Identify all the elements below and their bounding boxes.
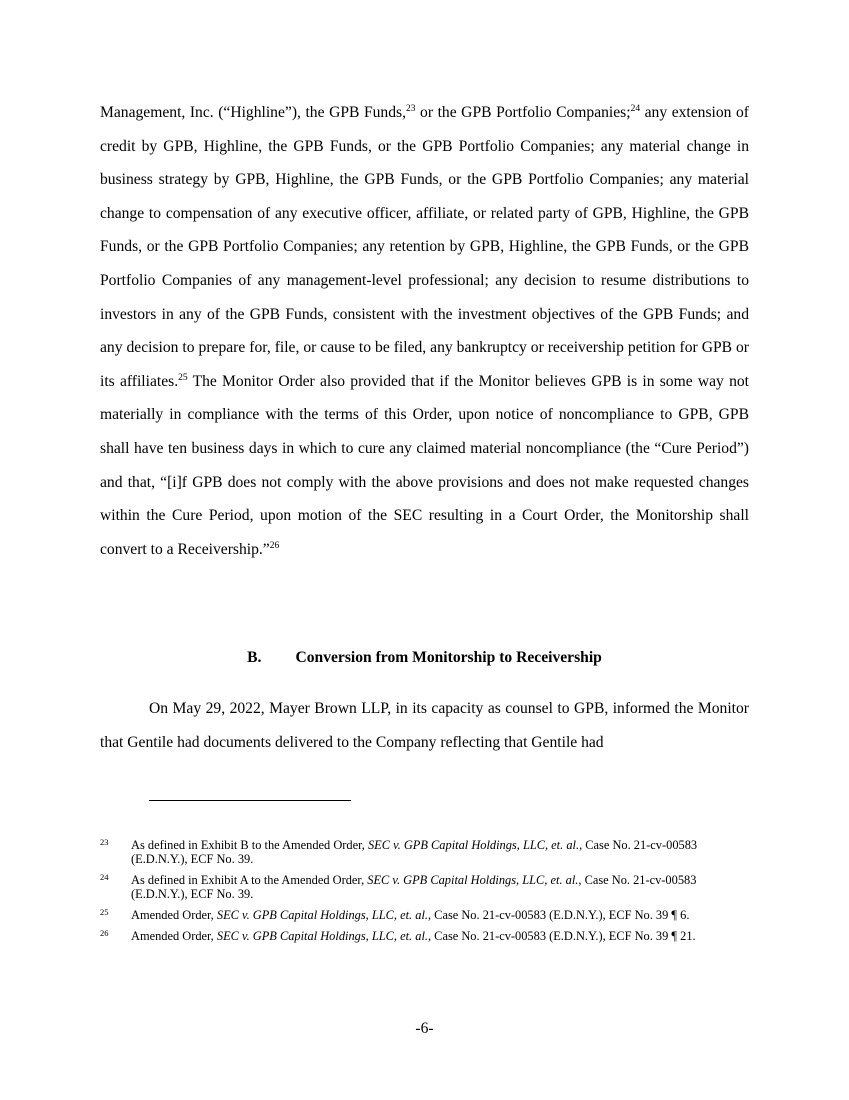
p1-text-3: any extension of credit by GPB, Highline, the GPB Funds, or the GPB Portfolio Companies; any material change in business strategy by GPB, Highline, the GPB Funds, or the GPB Portfolio Companies; any material change to compensation of any executive officer, affiliate, or related party of GPB, Highline, the GPB Funds, or the GPB Portfolio Companies; any retention by GPB, Highline, the GPB Funds, or the GPB Portfolio Companies of any management-level professional; any decision to resume distributions to investors in any of the GPB Funds, consistent with the investment objectives of the GPB Funds; and any decision to prepare for, file, or cause to be filed, any bankruptcy or receivership petition for GPB or its affiliates. — [100, 104, 750, 390]
p1-text-1: Management, Inc. (“Highline”), the GPB Funds, — [100, 104, 406, 121]
case-citation: SEC v. GPB Capital Holdings, LLC, et. al. — [216, 908, 428, 922]
footnote-26 — [100, 929, 749, 943]
footnote-number: 26 — [100, 928, 109, 938]
footnote-text: As defined in Exhibit B to the Amended Order, — [131, 838, 368, 852]
footnote-24 — [100, 873, 749, 901]
section-title: Conversion from Monitorship to Receivership — [295, 649, 602, 666]
body-paragraph-1 — [100, 96, 749, 566]
footnote-ref-25[interactable]: 25 — [178, 372, 188, 383]
footnote-text: , Case No. 21-cv-00583 (E.D.N.Y.), ECF No. 39. — [131, 838, 698, 866]
footnote-text: As defined in Exhibit A to the Amended Order, — [131, 873, 368, 887]
footnote-text: , Case No. 21-cv-00583 (E.D.N.Y.), ECF No. 39 ¶ 6. — [427, 908, 690, 922]
case-citation: SEC v. GPB Capital Holdings, LLC, et. al. — [367, 838, 580, 852]
footnote-text: , Case No. 21-cv-00583 (E.D.N.Y.), ECF No. 39. — [131, 873, 697, 901]
footnote-25 — [100, 908, 749, 922]
footnote-number: 23 — [100, 837, 109, 847]
footnote-ref-24[interactable]: 24 — [630, 104, 641, 114]
section-letter: B. — [247, 649, 262, 666]
footnote-text: Amended Order, — [131, 929, 217, 943]
case-citation: SEC v. GPB Capital Holdings, LLC, et. al. — [216, 929, 428, 943]
footnote-number: 25 — [100, 907, 109, 917]
case-citation: SEC v. GPB Capital Holdings, LLC, et. al. — [367, 873, 579, 887]
footnote-text: Amended Order, — [131, 908, 217, 922]
footnote-23 — [100, 838, 749, 866]
footnote-divider — [149, 800, 351, 801]
footnote-number: 24 — [100, 872, 109, 882]
section-heading — [100, 645, 749, 671]
footnote-text: , Case No. 21-cv-00583 (E.D.N.Y.), ECF No. 39 ¶ 21. — [427, 929, 696, 943]
page-number: -6- — [415, 1020, 434, 1037]
p1-text-2: or the GPB Portfolio Companies; — [415, 104, 631, 121]
body-paragraph-2: On May 29, 2022, Mayer Brown LLP, in its capacity as counsel to GPB, informed the Monitor that Gentile had documents delivered to the Company reflecting that Gentile had — [100, 700, 749, 751]
footnotes — [100, 838, 749, 950]
footnote-ref-26[interactable]: 26 — [269, 540, 280, 551]
p1-text-4: The Monitor Order also provided that if the Monitor believes GPB is in some way not materially in compliance with the terms of this Order, upon notice of noncompliance to GPB, GPB shall have ten business days in which to cure any claimed material noncompliance (the “Cure Period”) and that, “[i]f GPB does not comply with the above provisions and does not make requested changes within the Cure Period, upon motion of the SEC resulting in a Court Order, the Monitorship shall convert to a Receivership.” — [100, 372, 750, 558]
footnote-ref-23[interactable]: 23 — [405, 104, 416, 114]
